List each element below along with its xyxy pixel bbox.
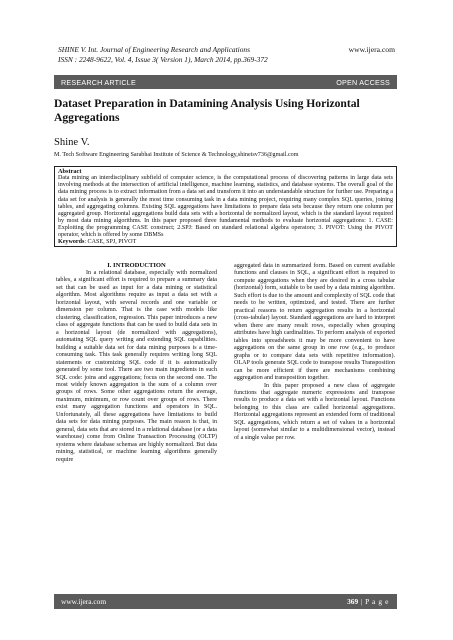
- footer-website-link[interactable]: www.ijera.com: [61, 597, 107, 606]
- abstract-heading: Abstract: [58, 168, 82, 175]
- article-type-label: RESEARCH ARTICLE: [61, 77, 136, 87]
- article-type-bar: [54, 75, 397, 89]
- abstract-body: Data mining an interdisciplinary subfield of computer science, is the computational process of discovering patterns in large data sets involving methods at the intersection of artificial intelligence, machine learning, statistics, and database systems. The overall goal of the data mining process is to extract information from a data set and transform it into an understandable structure for further use. Preparing a data set for analysis is generally the most time consuming task in a data mining project, requiring many complex SQL queries, joining tables, and aggregating columns. Existing SQL aggregations have limitations to prepare data sets because they return one column per aggregated group. Horizontal aggregations build data sets with a horizontal de normalized layout, which is the standard layout required by most data mining algorithms. In this paper proposed three fundamental methods to evaluate horizontal aggregations: 1. CASE: Exploiting the programming CASE construct; 2.SPJ: Based on standard relational algebra operators; 3. PIVOT: Using the PIVOT operator, which is offered by some DBMSs: [58, 175, 393, 239]
- section-heading-introduction: I. INTRODUCTION: [107, 262, 166, 269]
- page-number: [347, 597, 389, 606]
- journal-line: SHINE V. Int. Journal of Engineering Research and Applications: [58, 45, 250, 54]
- open-access-label: OPEN ACCESS: [336, 77, 390, 87]
- header-website-link[interactable]: www.ijera.com: [348, 45, 395, 54]
- running-header: [58, 45, 328, 65]
- intro-paragraph-3: In this paper proposed a new class of aggregate functions that aggregate numeric expressions and transpose results to produce a data set with a horizontal layout. Functions belonging to this class are called horizontal aggregations. Horizontal aggregations represent an extended form of traditional SQL aggregations, which return a set of values in a horizontal layout (somewhat similar to a multidimensional vector), instead of a single value per row.: [234, 382, 395, 441]
- right-column: [234, 263, 395, 442]
- keywords-line: [58, 239, 393, 246]
- abstract-box: [54, 166, 397, 247]
- issn-line: ISSN : 2248-9622, Vol. 4, Issue 3( Version 1), March 2014, pp.369-372: [58, 55, 268, 65]
- paper-title: Dataset Preparation in Datamining Analysis Using Horizontal Aggregations: [54, 97, 360, 124]
- author-name: Shine V.: [54, 137, 90, 148]
- keywords-values: : CASE, SPJ, PIVOT: [84, 239, 137, 246]
- intro-paragraph-1: In a relational database, especially with normalized tables, a significant effort is required to prepare a summary data set that can be used as input for a data mining or statistical algorithm. Most algorithms require as input a data set with a horizontal layout, with several records and one variable or dimension per column. That is the case with models like clustering, classification, regression. This paper introduces a new class of aggregate functions that can be used to build data sets in a horizontal layout (de normalized with aggregations), automating SQL query writing and extending SQL capabilities. building a suitable data set for data mining purposes is a time-consuming task. This task generally requires writing long SQL statements or customizing SQL code if it is automatically generated by some tool. There are two main ingredients in such SQL code: joins and aggregations; focus on the second one. The most widely known aggregation is the sum of a column over groups of rows. Some other aggregations return the average, maximum, minimum, or row count over groups of rows. There exist many aggregation functions and operators in SQL. Unfortunately, all these aggregations have limitations to build data sets for data mining purposes. The main reason is that, in general, data sets that are stored in a relational database (or a data warehouse) come from Online Transaction Processing (OLTP) systems where database schemas are highly normalized. But data mining, statistical, or machine learning algorithms generally require: [56, 269, 217, 463]
- keywords-label: Keywords: [58, 239, 85, 246]
- footer-bar: [54, 594, 397, 609]
- page-word: | P a g e: [358, 596, 389, 606]
- author-affiliation: M. Tech Software Engineering Sarabhai Institute of Science & Technology,shineisv736@gmail.com: [54, 152, 299, 158]
- intro-paragraph-2: aggregated data in summarized form. Based on current available functions and clauses in SQL, a significant effort is required to compute aggregations when they are desired in a cross tabular (horizontal) form, suitable to be used by a data mining algorithm. Such effort is due to the amount and complexity of SQL code that needs to be written, optimized, and tested. There are further practical reasons to return aggregation results in a horizontal (cross-tabular) layout. Standard aggregations are hard to interpret when there are many result rows, especially when grouping attributes have high cardinalities. To perform analysis of exported tables into spreadsheets it may be more convenient to have aggregations on the same group in one row (e.g., to produce graphs or to compare data sets with repetitive information). OLAP tools generate SQL code to transpose results Transposition can be more efficient if there are mechanisms combining aggregation and transposition together.: [234, 263, 395, 382]
- page-number-value: 369: [347, 596, 359, 606]
- left-column: [56, 262, 217, 464]
